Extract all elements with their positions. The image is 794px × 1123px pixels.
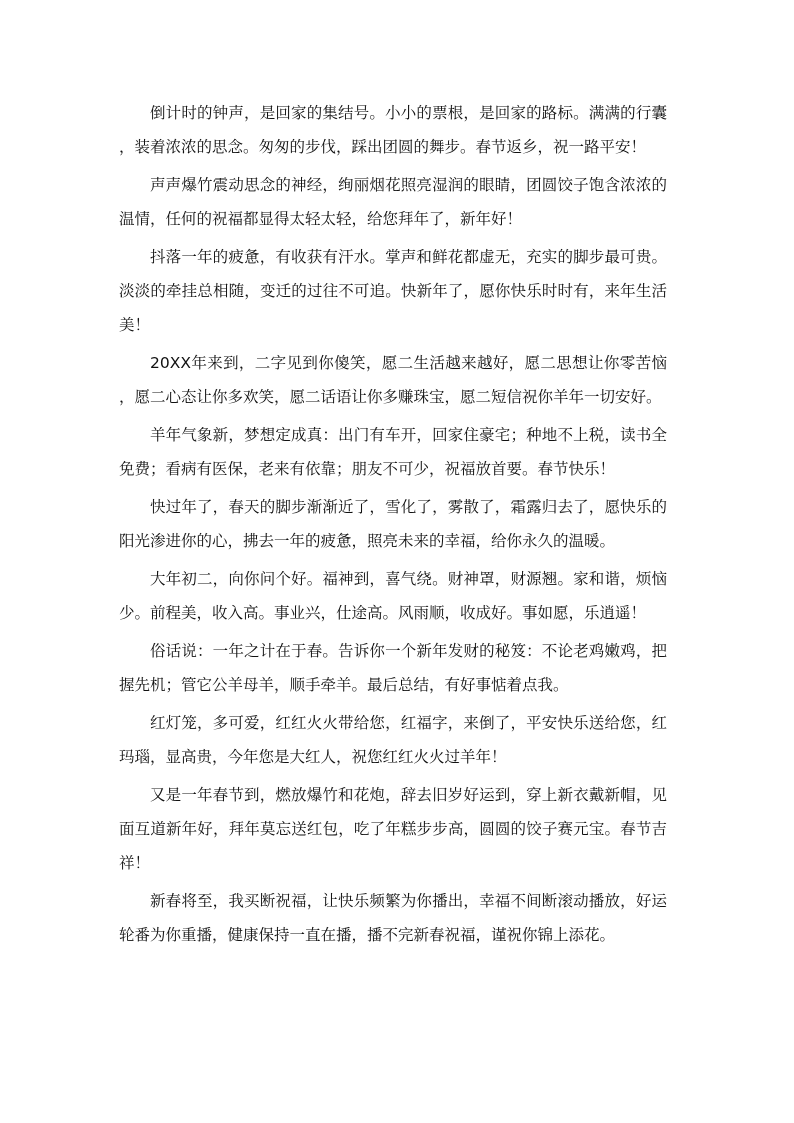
paragraph: 快过年了，春天的脚步渐渐近了，雪化了，雾散了，霜露归去了，愿快乐的阳光渗进你的心，拂去一年的疲惫，照亮未来的幸福，给你永久的温暖。 [119,498,667,550]
paragraph: 又是一年春节到，燃放爆竹和花炮，辞去旧岁好运到，穿上新衣戴新帽，见面互道新年好，拜年莫忘送红包，吃了年糕步步高，圆圆的饺子赛元宝。春节吉祥！ [119,786,667,872]
paragraph: 羊年气象新，梦想定成真：出门有车开，回家住豪宅；种地不上税，读书全免费；看病有医保，老来有依靠；朋友不可少，祝福放首要。春节快乐！ [119,426,667,478]
paragraph: 20XX年来到，二字见到你傻笑，愿二生活越来越好，愿二思想让你零苦恼，愿二心态让你多欢笑，愿二话语让你多赚珠宝，愿二短信祝你羊年一切安好。 [119,354,667,406]
paragraph: 大年初二，向你问个好。福神到，喜气绕。财神罩，财源翘。家和谐，烦恼少。前程美，收入高。事业兴，仕途高。风雨顺，收成好。事如愿，乐逍遥！ [119,570,667,622]
document-body [119,96,667,956]
paragraph: 新春将至，我买断祝福，让快乐频繁为你播出，幸福不间断滚动播放，好运轮番为你重播，健康保持一直在播，播不完新春祝福，谨祝你锦上添花。 [119,892,667,944]
paragraph: 俗话说：一年之计在于春。告诉你一个新年发财的秘笈：不论老鸡嫩鸡，把握先机；管它公羊母羊，顺手牵羊。最后总结，有好事惦着点我。 [119,642,667,694]
paragraph: 声声爆竹震动思念的神经，绚丽烟花照亮湿润的眼睛，团圆饺子饱含浓浓的温情，任何的祝福都显得太轻太轻，给您拜年了，新年好！ [119,176,667,228]
paragraph: 抖落一年的疲惫，有收获有汗水。掌声和鲜花都虚无，充实的脚步最可贵。淡淡的牵挂总相随，变迁的过往不可追。快新年了，愿你快乐时时有，来年生活美！ [119,248,667,334]
paragraph: 红灯笼，多可爱，红红火火带给您，红福字，来倒了，平安快乐送给您，红玛瑙，显高贵，今年您是大红人，祝您红红火火过羊年！ [119,714,667,766]
paragraph: 倒计时的钟声，是回家的集结号。小小的票根，是回家的路标。满满的行囊，装着浓浓的思念。匆匆的步伐，踩出团圆的舞步。春节返乡，祝一路平安！ [119,104,667,156]
